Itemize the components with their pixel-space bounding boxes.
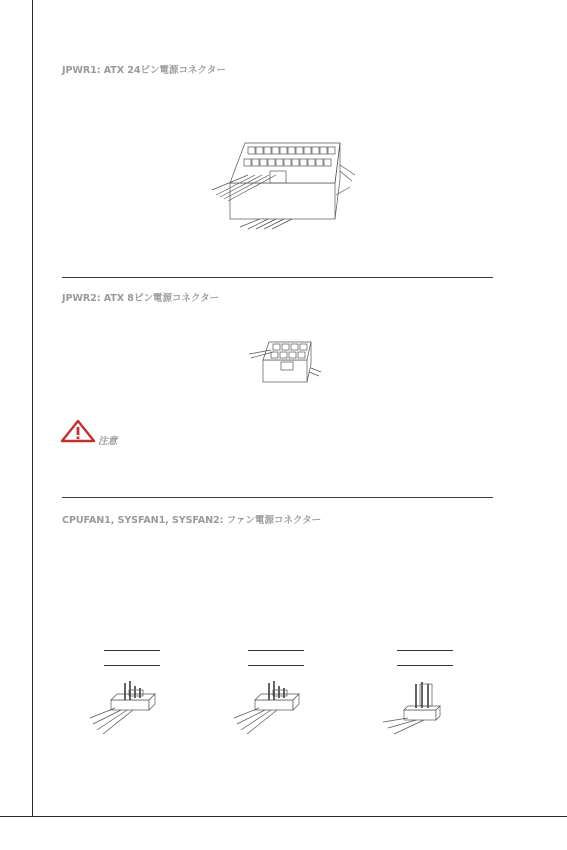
atx-24pin-connector-diagram: [200, 135, 360, 230]
label-line: [104, 650, 160, 651]
warning-triangle-icon: [61, 420, 95, 442]
page-margin-line: [32, 0, 33, 816]
section-divider: [62, 497, 493, 498]
fan-title: CPUFAN1, SYSFAN1, SYSFAN2: ファン電源コネクター: [62, 515, 322, 526]
jpwr1-title: JPWR1: ATX 24ピン電源コネクター: [62, 65, 226, 76]
label-line: [397, 665, 453, 666]
label-line: [248, 650, 304, 651]
atx-8pin-connector-diagram: [245, 338, 325, 388]
section-divider: [62, 277, 493, 278]
label-line: [248, 665, 304, 666]
jpwr2-title: JPWR2: ATX 8ピン電源コネクター: [62, 293, 220, 304]
page-bottom-line: [0, 816, 567, 817]
label-line: [104, 665, 160, 666]
label-line: [397, 650, 453, 651]
caution-label: 注意: [98, 436, 118, 447]
